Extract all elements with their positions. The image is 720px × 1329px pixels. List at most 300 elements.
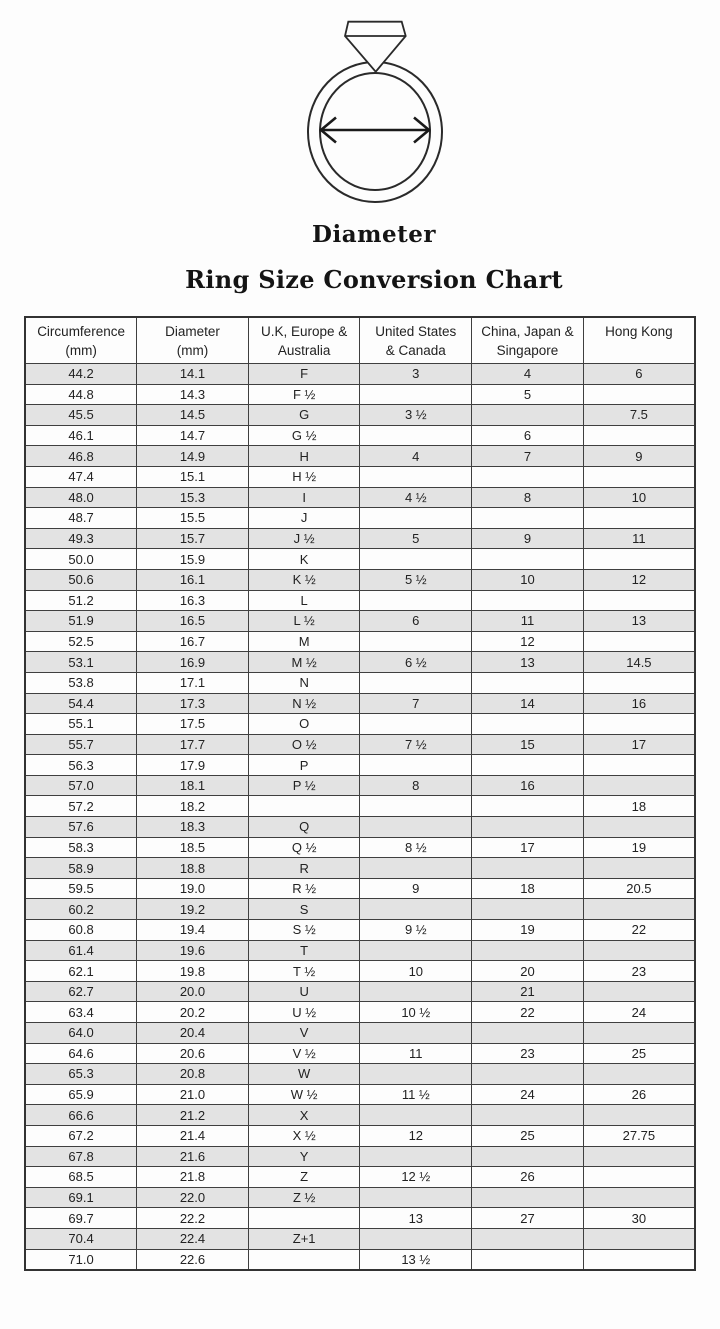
table-cell: 17 <box>472 837 584 858</box>
column-header-line: China, Japan & <box>481 324 574 339</box>
table-cell: 69.1 <box>25 1187 137 1208</box>
table-cell <box>583 981 695 1002</box>
table-cell: 18 <box>583 796 695 817</box>
table-cell: J ½ <box>248 528 360 549</box>
table-cell: 50.6 <box>25 569 137 590</box>
column-header-line: Hong Kong <box>605 324 673 339</box>
table-cell: 20.6 <box>137 1043 249 1064</box>
table-cell: Y <box>248 1146 360 1167</box>
table-cell: 11 <box>472 611 584 632</box>
table-cell <box>360 858 472 879</box>
table-cell <box>472 405 584 426</box>
table-cell: 18.8 <box>137 858 249 879</box>
table-cell: 22 <box>472 1002 584 1023</box>
table-row <box>25 693 695 714</box>
table-cell: 12 <box>583 569 695 590</box>
table-row <box>25 1064 695 1085</box>
table-cell: 45.5 <box>25 405 137 426</box>
table-cell: X ½ <box>248 1125 360 1146</box>
table-cell: 17 <box>583 734 695 755</box>
table-row <box>25 425 695 446</box>
table-cell <box>472 508 584 529</box>
table-row <box>25 755 695 776</box>
table-cell: Q <box>248 817 360 838</box>
table-cell: 12 ½ <box>360 1167 472 1188</box>
table-cell: 5 <box>472 384 584 405</box>
table-cell: 18.2 <box>137 796 249 817</box>
table-cell <box>583 549 695 570</box>
table-cell: 57.2 <box>25 796 137 817</box>
table-cell: T ½ <box>248 961 360 982</box>
table-cell: 27 <box>472 1208 584 1229</box>
table-cell: K <box>248 549 360 570</box>
table-cell <box>360 425 472 446</box>
column-header-line: (mm) <box>176 343 209 358</box>
table-cell: R <box>248 858 360 879</box>
table-cell: 9 ½ <box>360 920 472 941</box>
table-row <box>25 508 695 529</box>
table-row <box>25 528 695 549</box>
table-cell: N <box>248 672 360 693</box>
table-row <box>25 569 695 590</box>
table-cell <box>583 817 695 838</box>
table-cell: 17.5 <box>137 714 249 735</box>
table-cell: 65.9 <box>25 1084 137 1105</box>
ring-size-conversion-table <box>24 316 696 1271</box>
table-cell: 16 <box>583 693 695 714</box>
table-cell: 58.3 <box>25 837 137 858</box>
table-cell: G <box>248 405 360 426</box>
table-cell <box>583 672 695 693</box>
table-cell <box>360 940 472 961</box>
table-cell: 8 <box>472 487 584 508</box>
table-cell: 12 <box>360 1125 472 1146</box>
page-title: Ring Size Conversion Chart <box>185 265 563 294</box>
table-cell: 44.2 <box>25 364 137 385</box>
table-cell: 21.4 <box>137 1125 249 1146</box>
table-cell: 19.6 <box>137 940 249 961</box>
table-row <box>25 364 695 385</box>
table-cell: 7 ½ <box>360 734 472 755</box>
table-cell: 10 <box>360 961 472 982</box>
table-cell <box>472 590 584 611</box>
table-cell: 13 <box>472 652 584 673</box>
table-cell <box>583 1167 695 1188</box>
table-cell <box>472 1146 584 1167</box>
table-cell: H <box>248 446 360 467</box>
table-cell: L ½ <box>248 611 360 632</box>
table-cell: O ½ <box>248 734 360 755</box>
table-cell: 7 <box>360 693 472 714</box>
column-header <box>248 317 360 364</box>
table-row <box>25 858 695 879</box>
table-cell: 15 <box>472 734 584 755</box>
table-cell <box>360 981 472 1002</box>
table-cell: 5 <box>360 528 472 549</box>
table-cell <box>583 1249 695 1270</box>
table-cell: F ½ <box>248 384 360 405</box>
column-header-line: & Canada <box>385 343 446 358</box>
table-cell: 30 <box>583 1208 695 1229</box>
table-cell <box>360 1146 472 1167</box>
table-cell: J <box>248 508 360 529</box>
table-cell <box>360 466 472 487</box>
table-row <box>25 940 695 961</box>
table-cell: 17.9 <box>137 755 249 776</box>
table-cell <box>360 796 472 817</box>
table-row <box>25 961 695 982</box>
table-row <box>25 611 695 632</box>
table-cell <box>583 425 695 446</box>
table-row <box>25 1125 695 1146</box>
table-cell: 26 <box>583 1084 695 1105</box>
table-cell <box>472 940 584 961</box>
table-cell: 46.1 <box>25 425 137 446</box>
table-row <box>25 734 695 755</box>
diameter-label: Diameter <box>312 221 436 248</box>
table-cell: 10 <box>472 569 584 590</box>
table-cell: 19 <box>583 837 695 858</box>
table-cell: 15.3 <box>137 487 249 508</box>
table-cell: 59.5 <box>25 878 137 899</box>
table-cell: 4 ½ <box>360 487 472 508</box>
table-cell: 18.1 <box>137 775 249 796</box>
table-cell: O <box>248 714 360 735</box>
table-cell: 48.0 <box>25 487 137 508</box>
table-cell: 24 <box>472 1084 584 1105</box>
table-cell: 44.8 <box>25 384 137 405</box>
table-cell: 14.5 <box>583 652 695 673</box>
table-cell: W ½ <box>248 1084 360 1105</box>
ring-outer-band <box>308 62 442 202</box>
table-cell: 16.5 <box>137 611 249 632</box>
table-cell: 18.5 <box>137 837 249 858</box>
column-header-line: Australia <box>277 343 331 358</box>
table-row <box>25 549 695 570</box>
table-cell: 16.3 <box>137 590 249 611</box>
table-cell: 6 ½ <box>360 652 472 673</box>
table-cell: 62.7 <box>25 981 137 1002</box>
table-cell <box>472 817 584 838</box>
table-cell: U ½ <box>248 1002 360 1023</box>
table-cell: 46.8 <box>25 446 137 467</box>
table-cell <box>472 1187 584 1208</box>
table-cell: 14.3 <box>137 384 249 405</box>
table-cell: 3 <box>360 364 472 385</box>
table-cell <box>360 1228 472 1249</box>
table-cell: 10 <box>583 487 695 508</box>
table-row <box>25 652 695 673</box>
table-cell <box>360 1187 472 1208</box>
table-cell: S <box>248 899 360 920</box>
table-body <box>25 364 695 1270</box>
table-cell: 55.7 <box>25 734 137 755</box>
table-cell: 12 <box>472 631 584 652</box>
table-cell: 57.6 <box>25 817 137 838</box>
table-cell: R ½ <box>248 878 360 899</box>
table-cell: 53.8 <box>25 672 137 693</box>
table-cell: 49.3 <box>25 528 137 549</box>
table-cell <box>472 1064 584 1085</box>
table-cell: 25 <box>583 1043 695 1064</box>
table-row <box>25 1228 695 1249</box>
table-cell: 20.8 <box>137 1064 249 1085</box>
table-cell: M ½ <box>248 652 360 673</box>
table-cell: 22.4 <box>137 1228 249 1249</box>
table-cell: P <box>248 755 360 776</box>
table-cell <box>360 672 472 693</box>
table-cell: 14.5 <box>137 405 249 426</box>
table-cell: 17.3 <box>137 693 249 714</box>
table-cell: 21.2 <box>137 1105 249 1126</box>
table-cell <box>583 1064 695 1085</box>
table-cell <box>583 631 695 652</box>
table-cell: 64.6 <box>25 1043 137 1064</box>
table-cell: 11 <box>360 1043 472 1064</box>
column-header <box>472 317 584 364</box>
table-row <box>25 899 695 920</box>
table-cell <box>248 796 360 817</box>
table-cell: 23 <box>583 961 695 982</box>
table-cell <box>360 590 472 611</box>
table-cell: 22.0 <box>137 1187 249 1208</box>
table-cell: Z+1 <box>248 1228 360 1249</box>
table-cell <box>583 1146 695 1167</box>
table-cell <box>360 1064 472 1085</box>
table-cell: 21.8 <box>137 1167 249 1188</box>
table-cell: H ½ <box>248 466 360 487</box>
table-cell: 5 ½ <box>360 569 472 590</box>
table-cell: 21 <box>472 981 584 1002</box>
table-cell <box>583 1187 695 1208</box>
table-cell: 15.9 <box>137 549 249 570</box>
table-cell <box>472 1105 584 1126</box>
table-cell: 19.8 <box>137 961 249 982</box>
table-cell <box>583 775 695 796</box>
table-cell: 22.6 <box>137 1249 249 1270</box>
table-cell: 65.3 <box>25 1064 137 1085</box>
table-cell: 22.2 <box>137 1208 249 1229</box>
table-row <box>25 920 695 941</box>
table-cell <box>583 1023 695 1044</box>
table-cell: 25 <box>472 1125 584 1146</box>
table-cell: 70.4 <box>25 1228 137 1249</box>
table-cell <box>360 1023 472 1044</box>
table-cell: 52.5 <box>25 631 137 652</box>
table-cell: 16 <box>472 775 584 796</box>
table-cell <box>472 858 584 879</box>
table-cell: M <box>248 631 360 652</box>
table-cell: 8 <box>360 775 472 796</box>
table-cell: 6 <box>583 364 695 385</box>
table-cell: 13 <box>360 1208 472 1229</box>
column-header-line: Circumference <box>37 324 125 339</box>
table-cell: 6 <box>360 611 472 632</box>
table-cell: 15.5 <box>137 508 249 529</box>
ring-inner-band <box>320 73 430 190</box>
table-row <box>25 487 695 508</box>
table-cell: 47.4 <box>25 466 137 487</box>
table-cell: 19.2 <box>137 899 249 920</box>
table-cell: 53.1 <box>25 652 137 673</box>
table-cell <box>583 755 695 776</box>
column-header <box>25 317 137 364</box>
table-row <box>25 1249 695 1270</box>
table-cell: 21.0 <box>137 1084 249 1105</box>
table-cell: 57.0 <box>25 775 137 796</box>
table-cell: K ½ <box>248 569 360 590</box>
table-cell <box>583 384 695 405</box>
table-row <box>25 1146 695 1167</box>
table-row <box>25 981 695 1002</box>
table-cell <box>360 508 472 529</box>
table-cell: 69.7 <box>25 1208 137 1229</box>
table-cell <box>472 466 584 487</box>
table-cell: 19 <box>472 920 584 941</box>
table-cell: 16.9 <box>137 652 249 673</box>
table-cell: 11 <box>583 528 695 549</box>
diamond-icon <box>345 22 406 72</box>
table-cell: 27.75 <box>583 1125 695 1146</box>
table-cell: 9 <box>583 446 695 467</box>
table-cell: S ½ <box>248 920 360 941</box>
table-cell: 67.8 <box>25 1146 137 1167</box>
column-header-line: U.K, Europe & <box>260 324 348 339</box>
table-cell: 17.1 <box>137 672 249 693</box>
table-cell: 22 <box>583 920 695 941</box>
table-cell <box>472 796 584 817</box>
table-cell: 55.1 <box>25 714 137 735</box>
table-cell <box>248 1249 360 1270</box>
table-cell: 9 <box>360 878 472 899</box>
table-row <box>25 1105 695 1126</box>
table-row <box>25 1208 695 1229</box>
column-header <box>583 317 695 364</box>
table-header-row <box>25 317 695 364</box>
table-row <box>25 1043 695 1064</box>
table-cell: 16.7 <box>137 631 249 652</box>
table-row <box>25 1002 695 1023</box>
table-row <box>25 837 695 858</box>
table-cell <box>583 899 695 920</box>
table-cell: 21.6 <box>137 1146 249 1167</box>
table-cell: 66.6 <box>25 1105 137 1126</box>
table-cell: 51.9 <box>25 611 137 632</box>
table-cell: L <box>248 590 360 611</box>
ring-diameter-icon <box>305 10 445 210</box>
table-cell: 10 ½ <box>360 1002 472 1023</box>
table-cell: 51.2 <box>25 590 137 611</box>
table-row <box>25 1023 695 1044</box>
table-head <box>25 317 695 364</box>
table-cell <box>360 755 472 776</box>
table-row <box>25 672 695 693</box>
table-cell: 6 <box>472 425 584 446</box>
table-cell: 15.7 <box>137 528 249 549</box>
table-cell: T <box>248 940 360 961</box>
table-cell <box>472 672 584 693</box>
table-cell: N ½ <box>248 693 360 714</box>
table-cell: Q ½ <box>248 837 360 858</box>
table-row <box>25 714 695 735</box>
table-cell: 61.4 <box>25 940 137 961</box>
table-row <box>25 775 695 796</box>
table-cell: 4 <box>472 364 584 385</box>
table-cell: U <box>248 981 360 1002</box>
table-cell: 13 <box>583 611 695 632</box>
table-cell <box>583 940 695 961</box>
table-cell: X <box>248 1105 360 1126</box>
table-cell <box>472 755 584 776</box>
table-cell <box>583 1105 695 1126</box>
table-cell: 20.0 <box>137 981 249 1002</box>
table-cell: 60.8 <box>25 920 137 941</box>
table-cell: 48.7 <box>25 508 137 529</box>
table-cell: 67.2 <box>25 1125 137 1146</box>
table-cell: 20.5 <box>583 878 695 899</box>
table-cell: 8 ½ <box>360 837 472 858</box>
table-cell: 62.1 <box>25 961 137 982</box>
column-header-line: United States <box>375 324 457 339</box>
table-cell: Z <box>248 1167 360 1188</box>
table-cell: 20.4 <box>137 1023 249 1044</box>
table-row <box>25 446 695 467</box>
column-header-line: Diameter <box>165 324 220 339</box>
table-cell: 24 <box>583 1002 695 1023</box>
table-cell <box>360 631 472 652</box>
table-cell: 26 <box>472 1167 584 1188</box>
table-cell: 11 ½ <box>360 1084 472 1105</box>
table-cell: 14.9 <box>137 446 249 467</box>
table-row <box>25 405 695 426</box>
table-cell <box>360 549 472 570</box>
table-cell <box>472 1249 584 1270</box>
table-cell <box>360 384 472 405</box>
table-cell: G ½ <box>248 425 360 446</box>
table-cell: 50.0 <box>25 549 137 570</box>
table-row <box>25 590 695 611</box>
table-cell: 14.1 <box>137 364 249 385</box>
table-cell <box>248 1208 360 1229</box>
table-cell: 60.2 <box>25 899 137 920</box>
table-cell: 23 <box>472 1043 584 1064</box>
table-cell: 18 <box>472 878 584 899</box>
table-cell <box>583 508 695 529</box>
table-cell: 64.0 <box>25 1023 137 1044</box>
table-row <box>25 466 695 487</box>
table-cell: 17.7 <box>137 734 249 755</box>
table-cell: 20.2 <box>137 1002 249 1023</box>
column-header <box>137 317 249 364</box>
table-cell <box>360 899 472 920</box>
table-row <box>25 631 695 652</box>
table-row <box>25 796 695 817</box>
table-cell: 13 ½ <box>360 1249 472 1270</box>
table-cell <box>583 466 695 487</box>
table-cell <box>583 858 695 879</box>
column-header <box>360 317 472 364</box>
table-row <box>25 1187 695 1208</box>
table-cell: 56.3 <box>25 755 137 776</box>
table-cell: 7 <box>472 446 584 467</box>
table-cell: 20 <box>472 961 584 982</box>
table-cell <box>360 714 472 735</box>
table-cell: 19.0 <box>137 878 249 899</box>
table-cell: 19.4 <box>137 920 249 941</box>
table-cell <box>472 549 584 570</box>
table-cell: 63.4 <box>25 1002 137 1023</box>
table-cell <box>472 899 584 920</box>
